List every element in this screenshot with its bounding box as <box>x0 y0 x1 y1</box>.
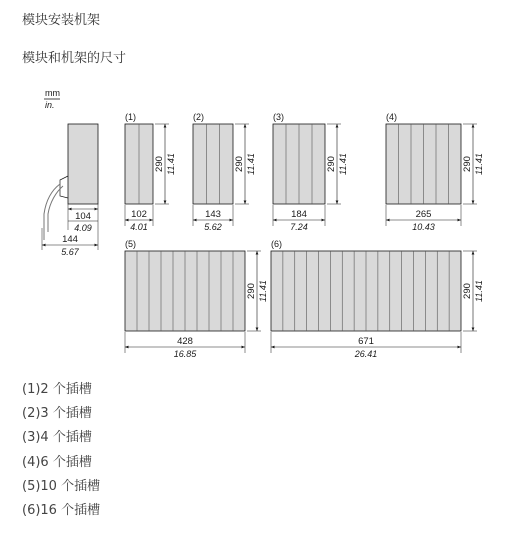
legend-item: (2)3 个插槽 <box>22 406 92 422</box>
rack-label: (1) <box>125 112 136 122</box>
rack-6 <box>271 239 484 359</box>
rack-width-in: 7.24 <box>290 222 308 232</box>
page-subtitle: 模块和机架的尺寸 <box>22 51 127 66</box>
legend-item: (3)4 个插槽 <box>22 430 92 446</box>
legend-item: (5)10 个插槽 <box>22 478 101 494</box>
rack-width-mm: 184 <box>291 209 307 220</box>
rack-height-mm: 290 <box>154 156 165 172</box>
unit-metric: mm <box>45 88 60 98</box>
legend-item: (6)16 个插槽 <box>22 502 101 518</box>
rack-height-mm: 290 <box>234 156 245 172</box>
rack-5 <box>125 239 268 359</box>
rack-height-mm: 290 <box>326 156 337 172</box>
rack-label: (5) <box>125 239 136 249</box>
rack-width-mm: 265 <box>415 209 432 220</box>
rack-width-in: 26.41 <box>354 349 378 359</box>
rack-label: (3) <box>273 112 284 122</box>
rack-height-in: 11.41 <box>166 153 176 175</box>
rack-2 <box>193 112 256 232</box>
rack-width-mm: 671 <box>358 336 374 347</box>
rack-label: (2) <box>193 112 204 122</box>
rack-width-in: 10.43 <box>412 222 435 232</box>
rack-width-in: 4.01 <box>130 222 148 232</box>
rack-width-mm: 428 <box>177 336 193 347</box>
legend-item: (4)6 个插槽 <box>22 454 92 470</box>
module-side-view <box>42 124 98 257</box>
rack-width-in: 16.85 <box>173 349 197 359</box>
rack-height-in: 11.41 <box>246 153 256 175</box>
rack-height-in: 11.41 <box>258 280 268 302</box>
rack-label: (4) <box>386 112 397 122</box>
legend-item: (1)2 个插槽 <box>22 382 92 397</box>
unit-key <box>44 88 60 110</box>
rack-1 <box>125 112 176 232</box>
rack-legend <box>22 382 100 527</box>
rack-height-mm: 290 <box>462 283 473 299</box>
unit-imperial: in. <box>45 100 55 110</box>
rack-4 <box>386 112 484 232</box>
rack-height-mm: 290 <box>246 283 257 299</box>
rack-3 <box>273 112 348 232</box>
depth-connector-mm: 144 <box>62 234 78 245</box>
depth-in: 4.09 <box>74 223 92 233</box>
racks-layer <box>125 112 484 359</box>
depth-mm: 104 <box>75 211 91 222</box>
rack-height-in: 11.41 <box>474 153 484 175</box>
rack-body <box>193 124 233 204</box>
rack-width-mm: 102 <box>131 209 147 220</box>
rack-width-mm: 143 <box>205 209 221 220</box>
rack-height-in: 11.41 <box>338 153 348 175</box>
rack-width-in: 5.62 <box>204 222 222 232</box>
page-title: 模块安装机架 <box>22 13 101 28</box>
depth-connector-in: 5.67 <box>61 247 79 257</box>
rack-height-mm: 290 <box>462 156 473 172</box>
rack-label: (6) <box>271 239 282 249</box>
rack-height-in: 11.41 <box>474 280 484 302</box>
